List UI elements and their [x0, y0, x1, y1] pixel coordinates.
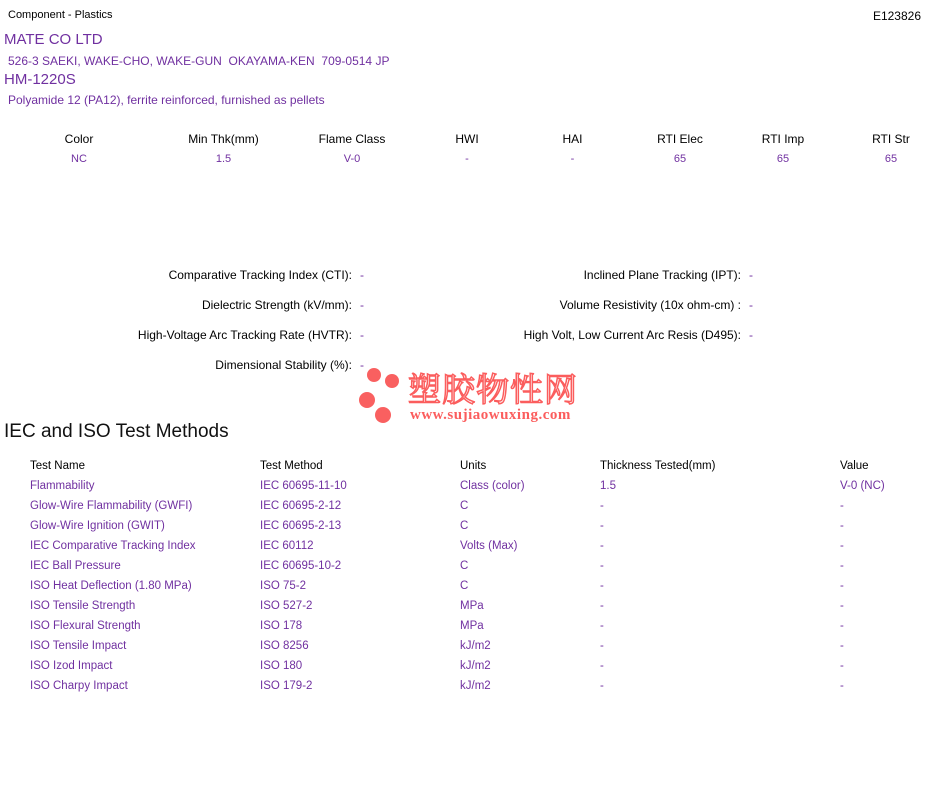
- cell-thickness: -: [600, 500, 604, 512]
- col-header-test-method: Test Method: [260, 460, 323, 472]
- cell-test-name: IEC Ball Pressure: [30, 560, 121, 572]
- cell-test-method: ISO 8256: [260, 640, 309, 652]
- table-row: [30, 476, 948, 496]
- hvtr-value: -: [360, 328, 364, 342]
- cell-value: -: [840, 560, 844, 572]
- dimensional-stability-value: -: [360, 358, 364, 372]
- cell-test-name: ISO Charpy Impact: [30, 680, 128, 692]
- d495-value: -: [749, 328, 753, 342]
- ratings-header-rti-imp: RTI Imp: [761, 132, 805, 146]
- cti-label: Comparative Tracking Index (CTI):: [168, 268, 352, 282]
- dimensional-stability-label: Dimensional Stability (%):: [215, 358, 352, 372]
- test-methods-header-row: [30, 456, 948, 476]
- electrical-row: [0, 298, 950, 328]
- cell-thickness: -: [600, 540, 604, 552]
- ratings-value-rti-imp: 65: [776, 153, 790, 165]
- cell-units: C: [460, 500, 469, 512]
- electrical-row: [0, 328, 950, 358]
- cell-test-name: Flammability: [30, 480, 95, 492]
- col-header-test-name: Test Name: [30, 460, 85, 472]
- cell-test-name: ISO Tensile Strength: [30, 600, 136, 612]
- cell-value: -: [840, 580, 844, 592]
- watermark-dot-icon: [375, 407, 391, 423]
- company-name: MATE CO LTD: [4, 31, 103, 48]
- cell-units: C: [460, 560, 469, 572]
- table-row: [30, 656, 948, 676]
- document-type-label: Component - Plastics: [8, 9, 113, 21]
- ratings-header-hai: HAI: [562, 132, 583, 146]
- ratings-value-rti-str: 65: [884, 153, 898, 165]
- ratings-value-min-thk: 1.5: [215, 153, 232, 165]
- cell-value: -: [840, 620, 844, 632]
- cell-test-method: ISO 527-2: [260, 600, 313, 612]
- cell-units: MPa: [460, 620, 484, 632]
- volume-resistivity-label: Volume Resistivity (10x ohm-cm) :: [559, 298, 741, 312]
- ratings-header-min-thk: Min Thk(mm): [188, 132, 259, 146]
- material-description: Polyamide 12 (PA12), ferrite reinforced, furnished as pellets: [8, 93, 325, 107]
- cell-test-name: ISO Tensile Impact: [30, 640, 127, 652]
- cell-test-name: ISO Izod Impact: [30, 660, 113, 672]
- ratings-header-row: [0, 132, 950, 146]
- table-row: [30, 536, 948, 556]
- cell-units: MPa: [460, 600, 484, 612]
- file-number: E123826: [872, 9, 921, 23]
- cell-value: V-0 (NC): [840, 480, 885, 492]
- cell-test-method: IEC 60112: [260, 540, 314, 552]
- cell-value: -: [840, 540, 844, 552]
- table-row: [30, 596, 948, 616]
- dielectric-strength-value: -: [360, 298, 364, 312]
- cell-test-method: ISO 178: [260, 620, 303, 632]
- cell-test-method: IEC 60695-2-12: [260, 500, 342, 512]
- cell-thickness: -: [600, 560, 604, 572]
- cell-test-name: IEC Comparative Tracking Index: [30, 540, 196, 552]
- cell-units: kJ/m2: [460, 680, 491, 692]
- cell-test-method: IEC 60695-10-2: [260, 560, 342, 572]
- product-grade: HM-1220S: [4, 71, 76, 88]
- cell-value: -: [840, 680, 844, 692]
- ratings-value-flame-class: V-0: [343, 153, 361, 165]
- cell-thickness: 1.5: [600, 480, 616, 492]
- ratings-value-rti-elec: 65: [673, 153, 687, 165]
- table-row: [30, 556, 948, 576]
- electrical-properties: [0, 268, 950, 388]
- col-header-value: Value: [840, 460, 869, 472]
- cell-test-method: IEC 60695-11-10: [260, 480, 347, 492]
- cell-test-method: IEC 60695-2-13: [260, 520, 342, 532]
- watermark-dot-icon: [367, 368, 381, 382]
- company-address: 526-3 SAEKI, WAKE-CHO, WAKE-GUN OKAYAMA-KEN 709-0514 JP: [8, 54, 390, 68]
- ratings-header-rti-str: RTI Str: [872, 132, 910, 146]
- ratings-value-hwi: -: [465, 153, 469, 165]
- ipt-value: -: [749, 268, 753, 282]
- d495-label: High Volt, Low Current Arc Resis (D495):: [523, 328, 741, 342]
- cell-value: -: [840, 600, 844, 612]
- cell-units: Class (color): [460, 480, 525, 492]
- cell-test-method: ISO 180: [260, 660, 303, 672]
- cell-thickness: -: [600, 640, 604, 652]
- table-row: [30, 516, 948, 536]
- cell-thickness: -: [600, 520, 604, 532]
- ratings-header-hwi: HWI: [455, 132, 479, 146]
- col-header-units: Units: [460, 460, 487, 472]
- ipt-label: Inclined Plane Tracking (IPT):: [583, 268, 741, 282]
- ratings-value-row: [0, 153, 950, 165]
- table-row: [30, 496, 948, 516]
- ratings-table: [0, 132, 950, 165]
- test-methods-table: [30, 456, 948, 696]
- cell-units: kJ/m2: [460, 660, 491, 672]
- cell-test-name: Glow-Wire Flammability (GWFI): [30, 500, 193, 512]
- cell-test-name: Glow-Wire Ignition (GWIT): [30, 520, 165, 532]
- table-row: [30, 616, 948, 636]
- cell-thickness: -: [600, 620, 604, 632]
- cell-units: Volts (Max): [460, 540, 518, 552]
- volume-resistivity-value: -: [749, 298, 753, 312]
- ratings-value-color: NC: [71, 153, 87, 165]
- ratings-header-rti-elec: RTI Elec: [657, 132, 703, 146]
- section-title-test-methods: IEC and ISO Test Methods: [4, 421, 229, 442]
- cell-thickness: -: [600, 580, 604, 592]
- cell-test-name: ISO Flexural Strength: [30, 620, 141, 632]
- cell-test-method: ISO 75-2: [260, 580, 307, 592]
- cell-units: C: [460, 580, 469, 592]
- watermark-chinese-text: 塑胶物性网: [408, 371, 578, 408]
- cell-units: C: [460, 520, 469, 532]
- dielectric-strength-label: Dielectric Strength (kV/mm):: [201, 298, 352, 312]
- cell-value: -: [840, 500, 844, 512]
- cell-units: kJ/m2: [460, 640, 491, 652]
- cell-thickness: -: [600, 680, 604, 692]
- electrical-row: [0, 268, 950, 298]
- cell-thickness: -: [600, 660, 604, 672]
- cell-test-name: ISO Heat Deflection (1.80 MPa): [30, 580, 192, 592]
- cell-test-method: ISO 179-2: [260, 680, 313, 692]
- ratings-header-flame-class: Flame Class: [318, 132, 386, 146]
- ratings-header-color: Color: [64, 132, 94, 146]
- table-row: [30, 576, 948, 596]
- table-row: [30, 676, 948, 696]
- cell-value: -: [840, 660, 844, 672]
- cell-value: -: [840, 640, 844, 652]
- cell-thickness: -: [600, 600, 604, 612]
- watermark-url: www.sujiaowuxing.com: [410, 407, 571, 423]
- watermark-dot-icon: [359, 392, 375, 408]
- watermark-dot-icon: [385, 374, 399, 388]
- cti-value: -: [360, 268, 364, 282]
- hvtr-label: High-Voltage Arc Tracking Rate (HVTR):: [137, 328, 352, 342]
- table-row: [30, 636, 948, 656]
- cell-value: -: [840, 520, 844, 532]
- ratings-value-hai: -: [570, 153, 575, 165]
- col-header-thickness: Thickness Tested(mm): [600, 460, 716, 472]
